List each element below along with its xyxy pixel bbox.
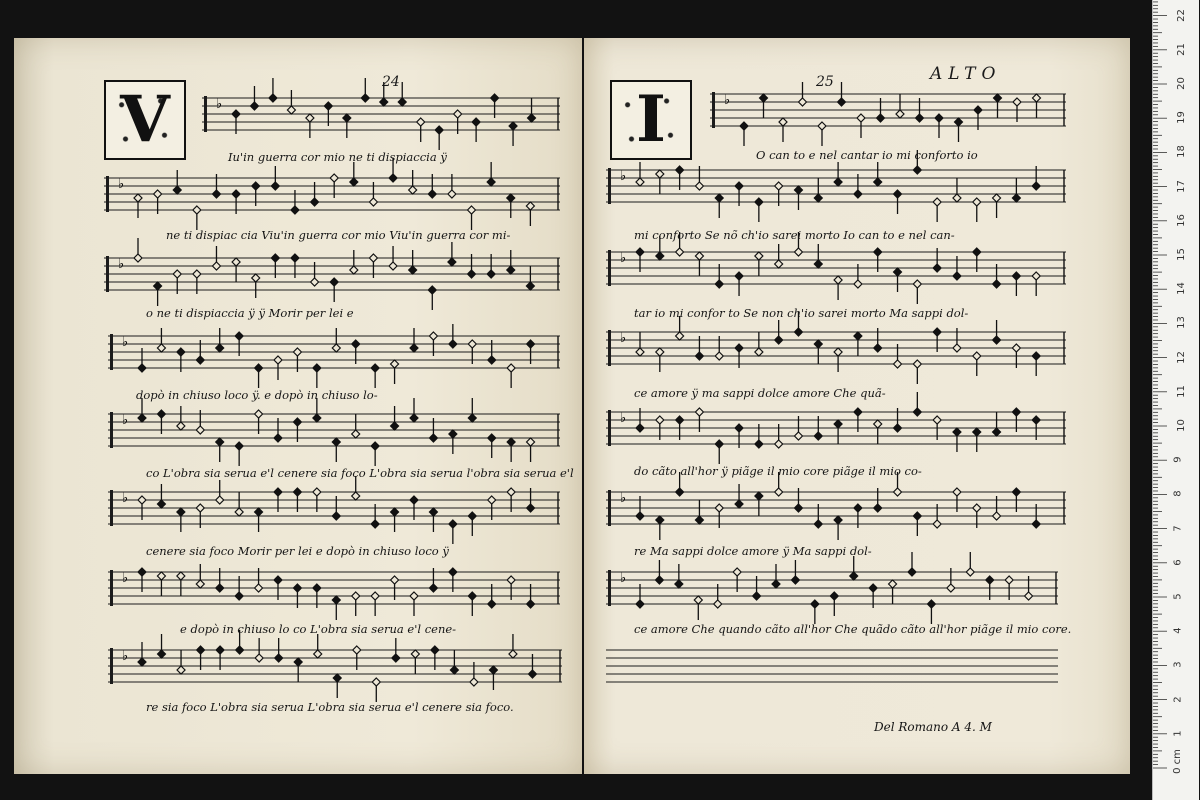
ruler-number: 18 (1175, 145, 1187, 159)
music-staff (606, 326, 1066, 370)
music-staff (606, 644, 1058, 688)
music-staff (104, 252, 560, 296)
music-staff (606, 406, 1066, 450)
ruler-number: 17 (1175, 179, 1187, 193)
ruler-number: 2 (1172, 695, 1184, 703)
ruler-number: 22 (1175, 8, 1187, 22)
ruler-number: 20 (1175, 77, 1187, 90)
music-staff (108, 486, 560, 530)
svg-text:♭: ♭ (122, 491, 129, 506)
svg-text:♭: ♭ (122, 335, 129, 350)
right-page-number: 25 (816, 74, 834, 90)
ruler-number: 7 (1172, 524, 1184, 532)
svg-text:♭: ♭ (620, 491, 627, 506)
music-staff (710, 88, 1066, 132)
svg-text:♭: ♭ (620, 571, 627, 586)
ruler-number: 8 (1172, 490, 1184, 498)
ruler-number: 11 (1175, 384, 1187, 398)
svg-text:♭: ♭ (620, 169, 627, 184)
music-staff (606, 164, 1066, 208)
ruler-number: 10 (1175, 419, 1187, 432)
lyric-line: ne ti dispiac cia Viu'in guerra cor mio Viu'in guerra cor mi- (166, 228, 511, 242)
voice-part-label: ALTO (930, 64, 1002, 84)
music-staff (606, 246, 1066, 290)
music-staff (606, 486, 1066, 530)
ruler-number: 16 (1175, 213, 1187, 227)
ruler-number: 5 (1172, 593, 1184, 600)
svg-text:♭: ♭ (620, 331, 627, 346)
lyric-line: ce amore Che quando cãto all'hor Che quãdo cãto all'hor piãge il mio core. (634, 622, 1072, 636)
svg-text:♭: ♭ (724, 93, 731, 108)
ruler-number: 9 (1172, 456, 1184, 463)
ruler-number: 1 (1172, 730, 1184, 737)
ruler-number: 4 (1172, 627, 1184, 634)
ruler-number: 3 (1172, 661, 1184, 669)
page-footer: Del Romano A 4. M (874, 720, 992, 734)
music-staff (606, 566, 1058, 610)
music-staff (104, 172, 560, 216)
lyric-line: re Ma sappi dolce amore ÿ Ma sappi dol- (634, 544, 872, 558)
lyric-line: mi conforto Se nõ ch'io sarei morto Io can to e nel can- (634, 228, 955, 242)
lyric-line: Iu'in guerra cor mio ne ti dispiaccia ÿ (228, 150, 447, 164)
music-staff (108, 566, 560, 610)
lyric-line: ce amore ÿ ma sappi dolce amore Che quã- (634, 386, 886, 400)
lyric-line: dopò in chiuso loco ÿ. e dopò in chiuso lo- (136, 388, 378, 402)
lyric-line: tar io mi confor to Se non ch'io sarei morto Ma sappi dol- (634, 306, 969, 320)
svg-text:♭: ♭ (122, 571, 129, 586)
svg-text:♭: ♭ (118, 257, 125, 272)
lyric-line: O can to e nel cantar io mi conforto io (756, 148, 978, 162)
lyric-line: do cãto all'hor ÿ piãge il mio core piãge il mio co- (634, 464, 922, 478)
lyric-line: co L'obra sia serua e'l cenere sia foco L'obra sia serua l'obra sia serua e'l (146, 466, 574, 480)
lyric-line: o ne ti dispiaccia ÿ ÿ Morir per lei e (146, 306, 354, 320)
svg-text:♭: ♭ (216, 97, 223, 112)
ruler-number: 19 (1175, 111, 1187, 125)
music-staff (108, 330, 560, 374)
ruler-unit-label: 0 cm (1171, 749, 1183, 774)
ruler-number: 12 (1175, 350, 1187, 364)
ruler-number: 15 (1175, 248, 1187, 261)
ruler-number: 13 (1175, 316, 1187, 330)
svg-text:♭: ♭ (620, 411, 627, 426)
svg-text:♭: ♭ (122, 413, 129, 428)
ruler-number: 21 (1175, 42, 1187, 56)
ruler-number: 14 (1175, 282, 1187, 296)
ruler-number: 6 (1172, 559, 1184, 566)
music-staff (202, 92, 560, 136)
svg-text:♭: ♭ (118, 177, 125, 192)
decorated-initial-v (104, 80, 186, 160)
lyric-line: cenere sia foco Morir per lei e dopò in chiuso loco ÿ (146, 544, 449, 558)
measurement-ruler (1152, 0, 1199, 800)
decorated-initial-i (610, 80, 692, 160)
initial-letter: V (120, 82, 170, 157)
music-staff (108, 644, 562, 688)
lyric-line: re sia foco L'obra sia serua L'obra sia serua e'l cenere sia foco. (146, 700, 514, 714)
initial-letter: I (636, 82, 666, 157)
svg-text:♭: ♭ (620, 251, 627, 266)
lyric-line: e dopò in chiuso lo co L'obra sia serua e'l cene- (180, 622, 457, 636)
left-page-number: 24 (382, 74, 400, 90)
music-staff (108, 408, 560, 452)
svg-text:♭: ♭ (122, 649, 129, 664)
